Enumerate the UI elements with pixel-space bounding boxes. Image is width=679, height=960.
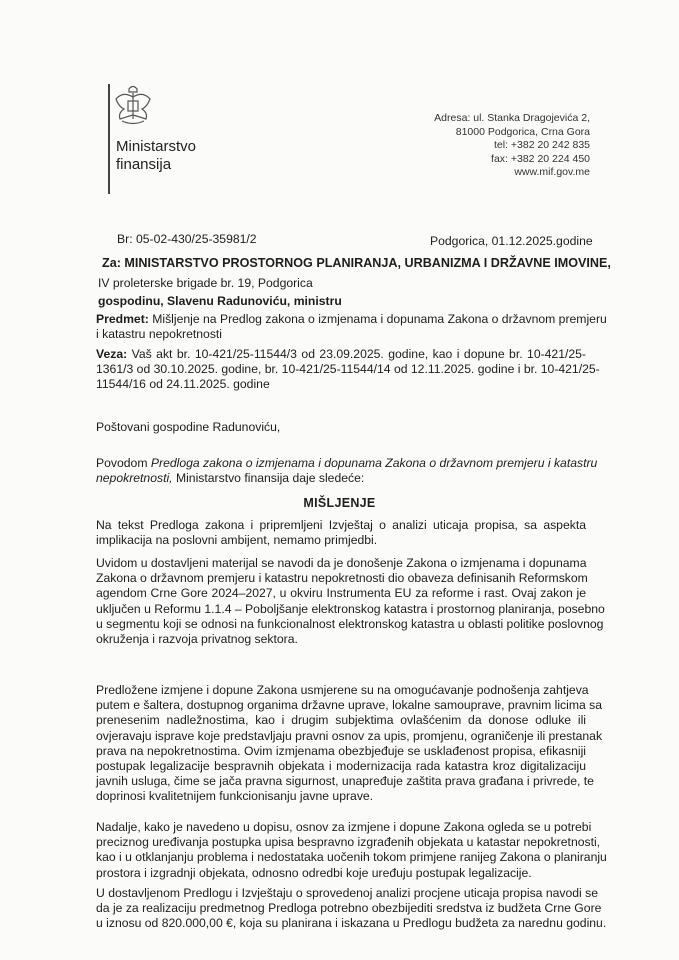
paragraph-3-line: ovjeravaju isprave koje predstavljaju pravni osnov za upis, promjenu, ograničenje ili prestanak [96, 728, 603, 743]
recipient-address: IV proleterske brigade br. 19, Podgorica [98, 276, 313, 290]
intro-line-1 [96, 456, 598, 471]
paragraph-4-line: preciznog uređivanja postupka upisa bespravno izgrađenih objekata u katastar nepokretnosti, [96, 835, 601, 850]
paragraph-4-line: kao i u otklanjanju problema i nedostataka uočenih tokom primjene ranijeg Zakona o planiranju [96, 850, 607, 865]
opinion-heading: MIŠLJENJE [303, 496, 376, 510]
paragraph-5-line: u iznosu od 820.000,00 €, koja su planirana i iskazana u Predlogu budžeta za narednu godinu. [96, 916, 607, 931]
intro-law-title: Predloga zakona o izmjenama i dopunama Zakona o državnom premjeru i katastru [150, 456, 598, 470]
ministry-name [116, 138, 196, 174]
address-street: Adresa: ul. Stanka Dragojevića 2, [434, 112, 590, 124]
recipient-institution: Za: MINISTARSTVO PROSTORNOG PLANIRANJA, URBANIZMA I DRŽAVNE IMOVINE, [102, 256, 611, 270]
intro-post: Ministarstvo finansija daje sledeće: [172, 471, 365, 485]
letterhead-divider [108, 84, 110, 194]
fax-number: fax: +382 20 224 450 [491, 152, 590, 165]
paragraph-3-line: doprinosi kvalitetnijem funkcionisanju javne uprave. [96, 789, 374, 804]
paragraph-5-line: da je za realizaciju predmetnog Predloga potrebno obezbijediti sredstva iz budžeta Crne Gore [96, 901, 602, 916]
paragraph-4-line: prostora i izgradnji objekata, odnosno odredbi koje uređuju postupak legalizacije. [96, 865, 532, 880]
subject-label: Predmet: [96, 312, 149, 326]
website: www.mif.gov.me [514, 166, 590, 179]
paragraph-1-line: Na tekst Predloga zakona i pripremljeni Izvještaj o analizi uticaja propisa, sa aspekta [96, 518, 586, 532]
phone-number: tel: +382 20 242 835 [493, 139, 590, 152]
reference-link-line-3: 11544/16 od 24.11.2025. godine [96, 377, 270, 391]
paragraph-3-line: Predložene izmjene i dopune Zakona usmjerene su na omogućavanje podnošenja zahtjeva [96, 683, 589, 697]
intro-law-title-end: nepokretnosti, [96, 471, 173, 485]
ministry-name-line1: Ministarstvo [116, 138, 197, 155]
paragraph-2-line: uključen u Reformu 1.1.4 – Poboljšanje elektronskog katastra i prostornog planiranja, posebno [96, 601, 605, 616]
paragraph-1-line: implikacija na poslovni ambijent, nemamo primjedbi. [96, 533, 378, 548]
link-text: Vaš akt br. 10-421/25-11544/3 od 23.09.2025. godine, kao i dopune br. 10-421/25- [127, 347, 586, 361]
subject-line-2: i katastru nepokretnosti [96, 327, 223, 341]
reference-link-line [96, 347, 586, 362]
intro-pre: Povodom [96, 456, 151, 470]
coat-of-arms-icon [112, 83, 154, 127]
paragraph-3-line: putem e šaltera, dostupnog organima državne uprave, lokalne samouprave, pravnim licima sa [96, 698, 603, 713]
paragraph-5-line: U dostavljenom Predlogu i Izvještaju o sprovedenoj analizi procjene uticaja propisa navodi se [96, 886, 599, 900]
recipient-person: gospodinu, Slavenu Radunoviću, ministru [98, 294, 342, 308]
paragraph-3-line: javnih usluga, čime se jača pravna sigurnost, unapređuje zaštita prava građana i privrede, te [96, 774, 594, 789]
link-label: Veza: [96, 347, 128, 361]
salutation: Poštovani gospodine Radunoviću, [96, 420, 281, 434]
intro-line-2 [96, 471, 586, 486]
paragraph-2-line: okruženja i razvoja privatnog sektora. [96, 632, 298, 646]
paragraph-3-line: prava na nepokretnostima. Ovim izmjenama obezbjeđuje se usklađenost propisa, efikasniji [96, 743, 586, 758]
contact-address [434, 112, 590, 180]
paragraph-4-line: Nadalje, kako je navedeno u dopisu, osnov za izmjene i dopune Zakona ogleda se u potrebi [96, 820, 592, 834]
paragraph-2-line: Uvidom u dostavljeni materijal se navodi da je donošenje Zakona o izmjenama i dopunama [96, 556, 587, 570]
paragraph-2-line: u segmentu koji se odnosi na funkcionalnost elektronskog katastra u oblasti politike poslovnog [96, 616, 604, 631]
address-city: 81000 Podgorica, Crna Gora [455, 125, 590, 138]
reference-link-line-2: 1361/3 od 30.10.2025. godine, br. 10-421/25-11544/14 od 12.11.2025. godine i br. 10-421/25- [96, 362, 600, 376]
subject-text: Mišljenje na Predlog zakona o izmjenama i dopunama Zakona o državnom premjeru [148, 312, 607, 326]
place-date: Podgorica, 01.12.2025.godine [430, 234, 593, 248]
paragraph-3-line: postupak legalizacije bespravnih objekata i modernizacija rada katastra kroz digitalizaciju [96, 759, 586, 773]
ministry-name-line2: finansija [116, 156, 172, 173]
paragraph-2-line: agendom Crne Gore 2024–2027, u okviru Instrumenta EU za reforme i rast. Ovaj zakon je [96, 586, 586, 601]
paragraph-2-line: Zakona o državnom premjeru i katastru nepokretnosti dio obaveza definisanih Reformskom [96, 571, 588, 586]
reference-number: Br: 05-02-430/25-35981/2 [117, 232, 257, 246]
paragraph-3-line: prenesenim nadležnostima, kao i drugim subjektima ovlašćenim da donose odluke ili [96, 713, 586, 728]
subject-line [96, 312, 607, 327]
